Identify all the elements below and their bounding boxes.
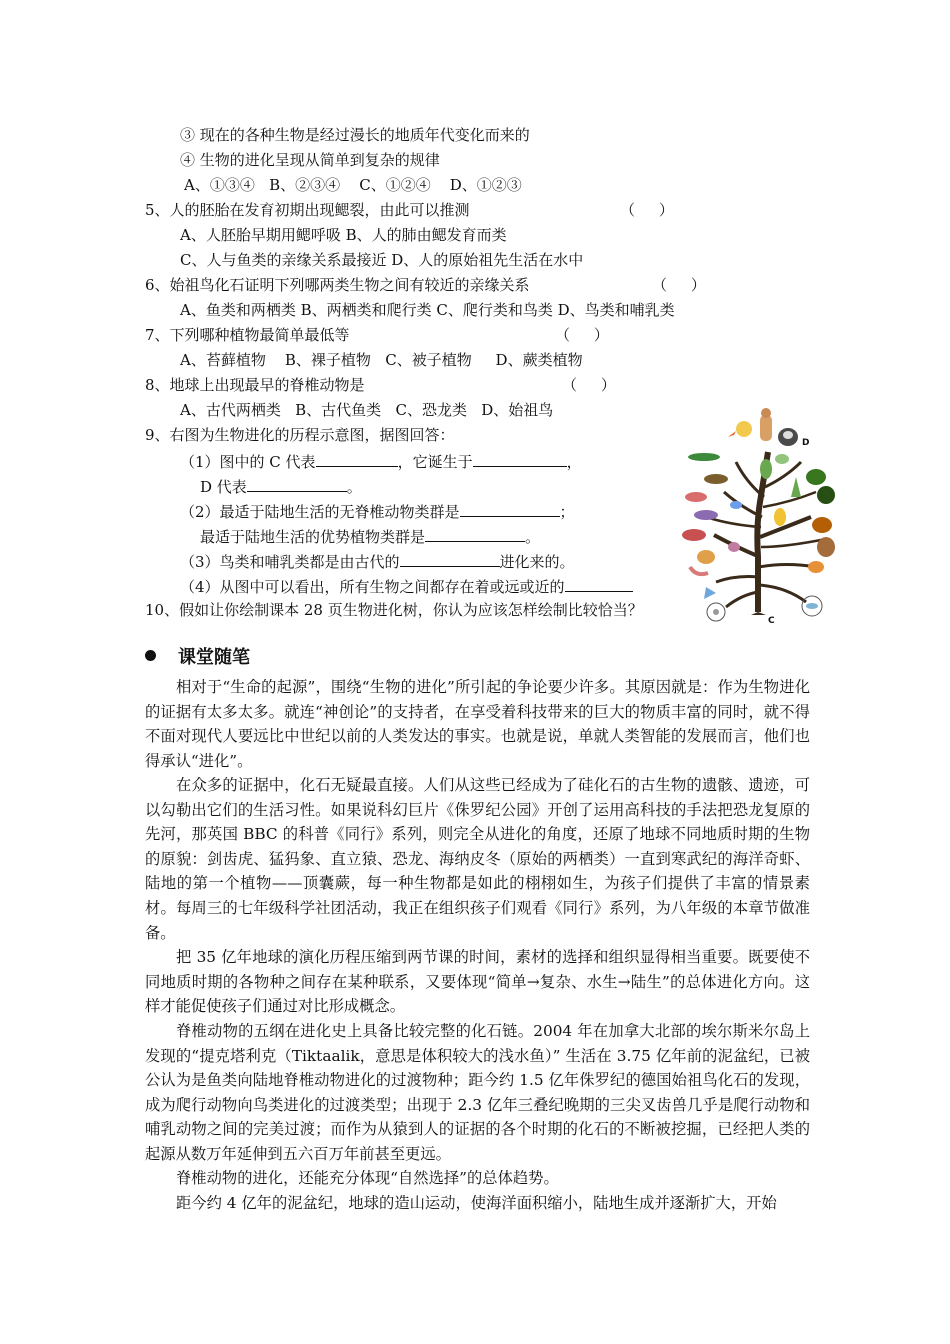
q10: 10、假如让你绘制课本 28 页生物进化树，你认为应该怎样绘制比较恰当？ [145, 601, 643, 619]
notes-paragraph-6: 距今约 4 亿年的泥盆纪，地球的造山运动，使海洋面积缩小，陆地生成并逐渐扩大，开始 [176, 1194, 777, 1212]
q6-stem: 6、始祖鸟化石证明下列哪两类生物之间有较近的亲缘关系 [145, 276, 530, 294]
q9-part3 [180, 550, 575, 572]
q9-part4-prefix: （4）从图中可以看出，所有生物之间都存在着或远或近的 [180, 578, 565, 596]
notes-title [145, 646, 250, 670]
q9-part3-prefix: （3）鸟类和哺乳类都是由古代的 [180, 553, 400, 571]
q5-answer-paren: （ ） [620, 201, 674, 219]
q4-option-3: ③ 现在的各种生物是经过漫长的地质年代变化而来的 [180, 126, 530, 144]
q9-part1-line2 [200, 475, 362, 497]
q9-part1-prefix: （1）图中的 C 代表 [180, 453, 316, 471]
q9-d-end: 。 [346, 478, 362, 496]
q7-answer-paren: （ ） [555, 326, 609, 344]
q9-stem: 9、右图为生物进化的历程示意图，据图回答： [145, 426, 455, 444]
q9-part2-end: 。 [525, 528, 541, 546]
q9-d-prefix: D 代表 [200, 478, 247, 496]
q7-choices: A、苔藓植物 B、裸子植物 C、被子植物 D、蕨类植物 [180, 351, 583, 369]
q8-stem: 8、地球上出现最早的脊椎动物是 [145, 376, 365, 394]
q8-answer-paren: （ ） [562, 376, 616, 394]
q6-answer-paren: （ ） [652, 276, 706, 294]
q5-options-ab: A、人胚胎早期用鳃呼吸 B、人的肺由鳃发育而类 [180, 226, 507, 244]
q9-part2-semicolon: ； [559, 503, 575, 521]
notes-title-text: 课堂随笔 [178, 647, 250, 668]
q6-choices: A、鱼类和两栖类 B、两栖类和爬行类 C、爬行类和鸟类 D、鸟类和哺乳类 [180, 301, 675, 319]
figure-label-d: D [802, 438, 810, 448]
q9-part2-line2 [200, 525, 540, 547]
q4-option-4: ④ 生物的进化呈现从简单到复杂的规律 [180, 151, 440, 169]
q9-blank-c[interactable] [316, 450, 398, 467]
notes-paragraph-3: 把 35 亿年地球的演化历程压缩到两节课的时间，素材的选择和组织显得相当重要。既要使不同地质时期的各物种之间存在某种联系，又要体现“简单→复杂、水生→陆生”的总体进化方向。这样才能促使孩子们通过对比形成概念。 [145, 948, 810, 1016]
q9-blank-ancestor[interactable] [400, 550, 500, 567]
q9-blank-origin[interactable] [473, 450, 567, 467]
q9-blank-plant[interactable] [425, 525, 525, 542]
notes-paragraph-4: 脊椎动物的五纲在进化史上具备比较完整的化石链。2004 年在加拿大北部的埃尔斯米尔岛上发现的“提克塔利克（Tiktaalik，意思是体积较大的浅水鱼）” 生活在 3.75 亿年前的泥盆纪，已被公认为是鱼类向陆地脊椎动物进化的过渡物种；距今约 1.5 亿年侏罗纪的德国始祖鸟化石的发现，成为爬行动物向鸟类进化的过渡类型；出现于 2.3 亿年三叠纪晚期的三尖叉齿兽几乎是爬行动物和哺乳动物之间的完美过渡；而作为从猿到人的证据的各个时期的化石的不断被挖掘，已经把人类的起源从数万年延伸到五六百万年前甚至更远。 [145, 1022, 810, 1163]
figure-label-c: C [768, 616, 775, 625]
notes-paragraph-2: 在众多的证据中，化石无疑最直接。人们从这些已经成为了硅化石的古生物的遗骸、遗迹，可以勾勒出它们的生活习性。如果说科幻巨片《侏罗纪公园》开创了运用高科技的手法把恐龙复原的先河，那英国 BBC 的科普《同行》系列，则完全从进化的角度，还原了地球不同地质时期的生物的原貌：剑齿虎、猛犸象、直立猿、恐龙、海纳皮冬（原始的两栖类）一直到寒武纪的海洋奇虾、陆地的第一个植物——顶囊蕨，每一种生物都是如此的栩栩如生，为孩子们提供了丰富的情景素材。每周三的七年级科学社团活动，我正在组织孩子们观看《同行》系列，为八年级的本章节做准备。 [145, 776, 810, 942]
q9-part1-comma: ， [566, 453, 582, 471]
q9-blank-relation[interactable] [565, 575, 633, 592]
q9-part1-line1 [180, 450, 582, 472]
q9-part2-plant-prefix: 最适于陆地生活的优势植物类群是 [200, 528, 426, 546]
evolution-tree-figure [676, 407, 852, 625]
q9-blank-d[interactable] [247, 475, 347, 492]
q4-choices: A、①③④ B、②③④ C、①②④ D、①②③ [184, 176, 522, 194]
q9-part1-mid: ，它诞生于 [397, 453, 473, 471]
q9-part2-prefix: （2）最适于陆地生活的无脊椎动物类群是 [180, 503, 460, 521]
notes-paragraph-5: 脊椎动物的进化，还能充分体现“自然选择”的总体趋势。 [176, 1169, 559, 1187]
q9-part4 [180, 575, 633, 597]
notes-paragraph-1: 相对于“生命的起源”，围绕“生物的进化”所引起的争论要少许多。其原因就是：作为生物进化的证据有太多太多。就连“神创论”的支持者，在享受着科技带来的巨大的物质丰富的同时，就不得不面对现代人要远比中世纪以前的人类发达的事实。也就是说，单就人类智能的发展而言，他们也得承认“进化”。 [145, 678, 810, 770]
q5-stem: 5、人的胚胎在发育初期出现鳃裂，由此可以推测 [145, 201, 470, 219]
q9-part2-line1 [180, 500, 575, 522]
q5-options-cd: C、人与鱼类的亲缘关系最接近 D、人的原始祖先生活在水中 [180, 251, 584, 269]
q9-part3-suffix: 进化来的。 [499, 553, 575, 571]
evolution-tree-illustration [676, 407, 852, 625]
q7-stem: 7、下列哪种植物最简单最低等 [145, 326, 350, 344]
q8-choices: A、古代两栖类 B、古代鱼类 C、恐龙类 D、始祖鸟 [180, 401, 554, 419]
q9-blank-invertebrate[interactable] [460, 500, 560, 517]
bullet-icon [145, 650, 156, 661]
